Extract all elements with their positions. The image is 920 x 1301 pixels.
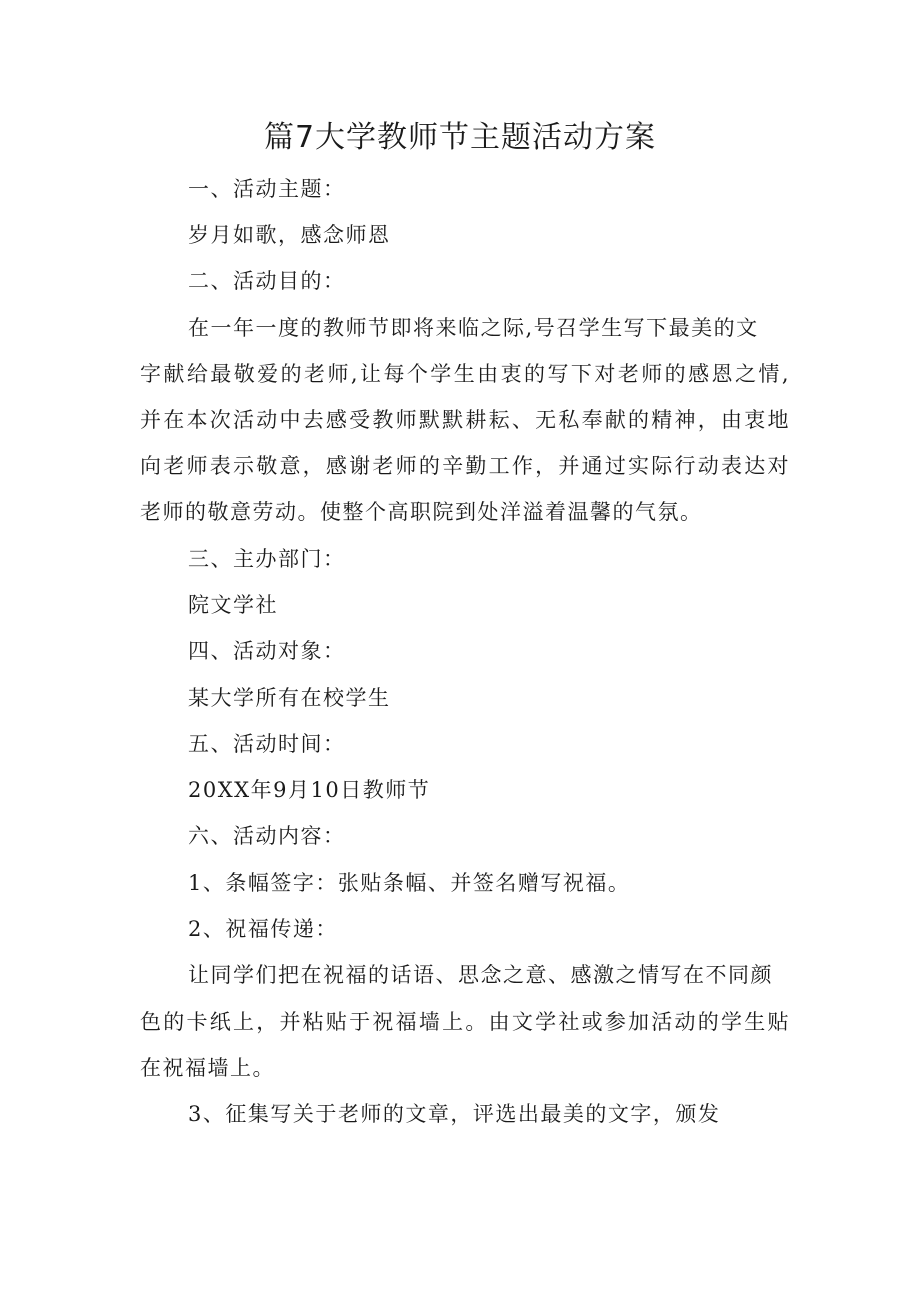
paragraph-purpose-line: 在一年一度的教师节即将来临之际,号召学生写下最美的文 — [188, 316, 759, 340]
paragraph-purpose-line: 老师的敬意劳动。使整个高职院到处洋溢着温馨的气氛。 — [140, 500, 703, 524]
paragraph-purpose-line: 并在本次活动中去感受教师默默耕耘、无私奉献的精神，由衷地 — [140, 408, 790, 432]
paragraph-blessing-line: 让同学们把在祝福的话语、思念之意、感激之情写在不同颜 — [188, 963, 773, 987]
document-title: 篇7大学教师节主题活动方案 — [263, 120, 657, 155]
paragraph-purpose-line: 向老师表示敬意，感谢老师的辛勤工作，并通过实际行动表达对 — [140, 454, 790, 478]
heading-audience: 四、活动对象： — [188, 639, 346, 663]
content-item-3: 3、征集写关于老师的文章，评选出最美的文字，颁发 — [188, 1102, 721, 1126]
paragraph-organizer: 院文学社 — [188, 593, 278, 617]
heading-theme: 一、活动主题： — [188, 177, 346, 201]
paragraph-blessing-line: 色的卡纸上，并粘贴于祝福墙上。由文学社或参加活动的学生贴 — [140, 1010, 790, 1034]
heading-content: 六、活动内容： — [188, 824, 346, 848]
heading-organizer: 三、主办部门： — [188, 547, 346, 571]
paragraph-audience: 某大学所有在校学生 — [188, 686, 391, 710]
content-item-2: 2、祝福传递： — [188, 917, 338, 941]
heading-purpose: 二、活动目的： — [188, 269, 346, 293]
paragraph-purpose-line: 字献给最敬爱的老师,让每个学生由衷的写下对老师的感恩之情, — [140, 362, 790, 386]
paragraph-theme: 岁月如歌，感念师恩 — [188, 223, 391, 247]
content-item-1: 1、条幅签字：张贴条幅、并签名赠写祝福。 — [188, 871, 631, 895]
heading-time: 五、活动时间： — [188, 732, 346, 756]
paragraph-time: 20XX年9月10日教师节 — [188, 778, 431, 802]
paragraph-blessing-line: 在祝福墙上。 — [140, 1056, 275, 1080]
